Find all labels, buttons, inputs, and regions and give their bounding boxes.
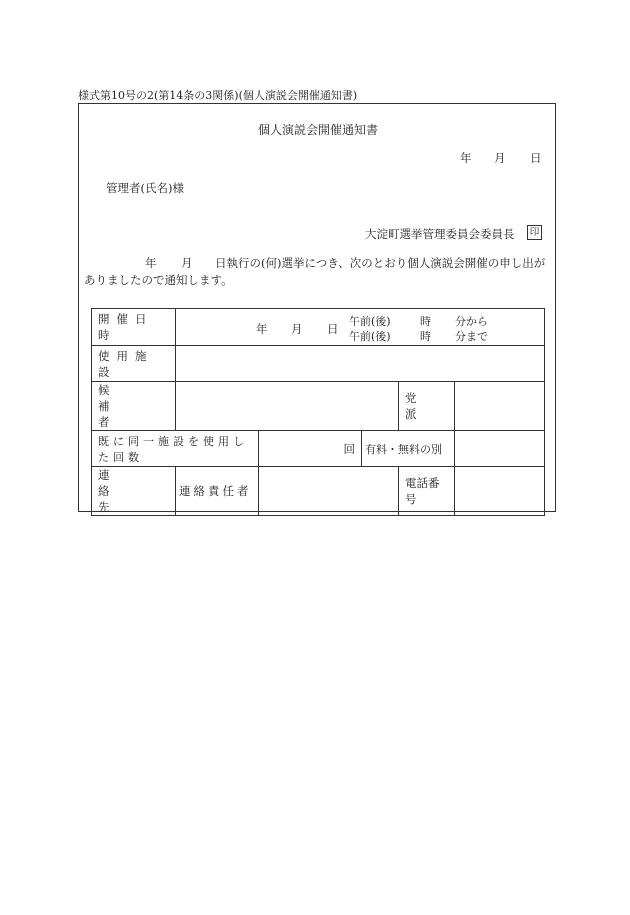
row1-year: 年	[256, 322, 268, 336]
seal-mark: 印	[527, 225, 542, 240]
phone-value	[455, 467, 545, 516]
body-text-line2: ありましたので通知します。	[84, 273, 233, 287]
candidate-value	[176, 382, 399, 431]
row1-ampm-from: 午前(後)	[349, 315, 391, 328]
label-facility: 使用施設	[92, 346, 176, 382]
usage-count-unit: 回	[259, 431, 362, 467]
date-time-cell	[176, 309, 545, 346]
responsible-value	[259, 467, 399, 516]
label-responsible: 連絡責任者	[176, 467, 259, 516]
label-party: 党派	[399, 382, 455, 431]
row1-month: 月	[291, 322, 303, 336]
row1-day: 日	[327, 322, 339, 336]
label-usage-count: 既に同一施設を使用した回数	[92, 431, 259, 467]
row-candidate	[92, 382, 545, 431]
facility-value	[176, 346, 545, 382]
form-title: 個人演説会開催通知書	[258, 123, 379, 137]
label-fee: 有料・無料の別	[362, 431, 455, 467]
addressee: 管理者(氏名)様	[106, 181, 184, 195]
date-month: 月	[494, 151, 506, 165]
body-month: 月	[181, 256, 193, 270]
fee-value	[455, 431, 545, 467]
date-day: 日	[530, 151, 542, 165]
row-contact	[92, 467, 545, 516]
row1-min-from: 分から	[455, 315, 488, 328]
label-phone: 電話番号	[399, 467, 455, 516]
party-value	[455, 382, 545, 431]
date-year: 年	[460, 151, 472, 165]
label-date: 開催日時	[92, 309, 176, 346]
row1-ampm-to: 午前(後)	[349, 330, 391, 343]
sender: 大淀町選挙管理委員会委員長	[365, 227, 515, 241]
row-date	[92, 309, 545, 346]
row1-hour-from: 時	[420, 315, 431, 328]
row1-min-to: 分まで	[455, 330, 488, 343]
label-contact: 連絡先	[92, 467, 176, 516]
body-year: 年	[145, 256, 157, 270]
body-text: 日執行の(何)選挙につき、次のとおり個人演説会開催の申し出が	[215, 256, 546, 270]
row-usage-count	[92, 431, 545, 467]
detail-table	[91, 308, 545, 516]
row1-hour-to: 時	[420, 330, 431, 343]
row-facility	[92, 346, 545, 382]
form-number-caption: 様式第10号の2(第14条の3関係)(個人演説会開催通知書)	[78, 89, 358, 102]
label-candidate: 候補者	[92, 382, 176, 431]
